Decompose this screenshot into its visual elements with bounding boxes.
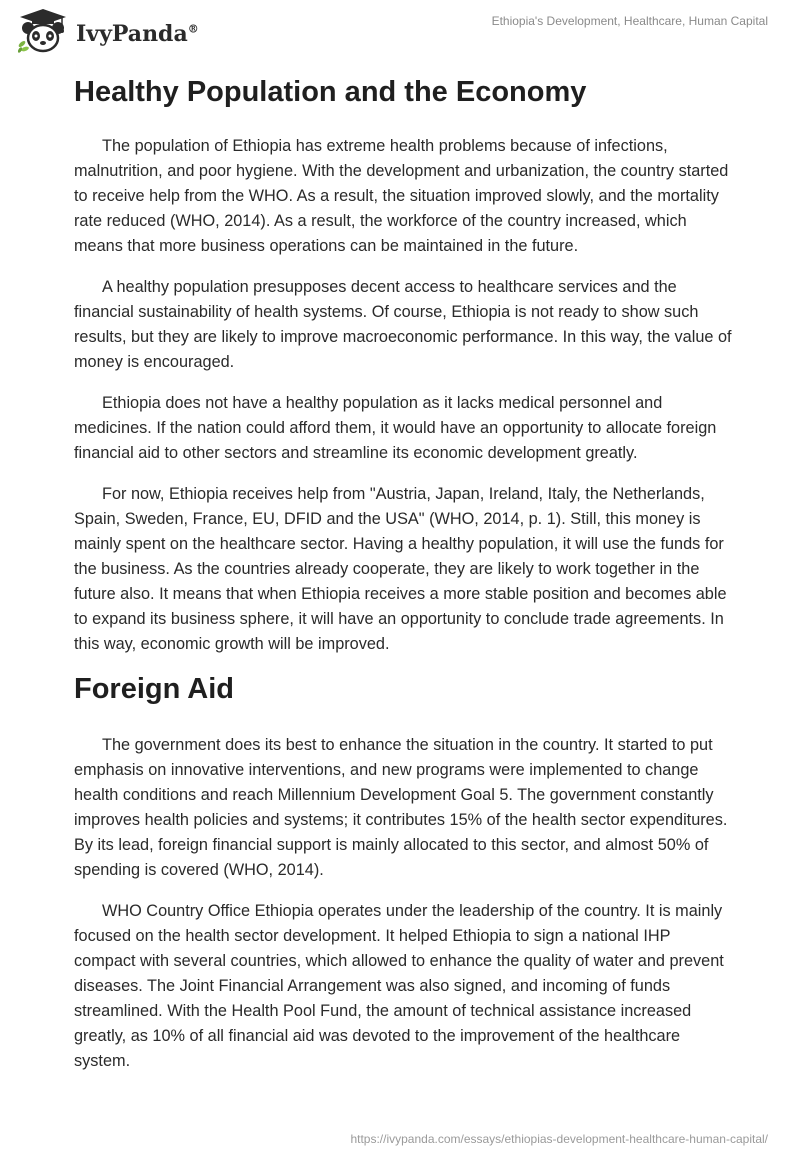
paragraph: The population of Ethiopia has extreme health problems because of infections, malnutrition, and poor hygiene. With the development and urbanization, the country started to receive help from the WHO. As a result, the situation improved slowly, and the mortality rate reduced (WHO, 2014). As a result, the workforce of the country increased, which means that more business operations can be maintained in the future. <box>74 137 729 255</box>
page-header <box>0 0 800 60</box>
paragraph: Ethiopia does not have a healthy population as it lacks medical personnel and medicines. If the nation could afford them, it would have an opportunity to allocate foreign financial aid to other sectors and streamline its economic development greatly. <box>74 394 717 462</box>
article-body <box>74 70 734 1074</box>
paragraph: WHO Country Office Ethiopia operates under the leadership of the country. It is mainly focused on the health sector development. It helped Ethiopia to sign a national IHP compact with several countries, which allowed to enhance the quality of water and prevent diseases. The Joint Financial Arrangement was also signed, and incoming of funds streamlined. With the Health Pool Fund, the amount of technical assistance increased greatly, as 10% of all financial aid was devoted to the improvement of the healthcare system. <box>74 902 724 1070</box>
paragraph: The government does its best to enhance the situation in the country. It started to put emphasis on innovative interventions, and new programs were implemented to change health conditions and reach Millennium Development Goal 5. The government constantly improves health policies and systems; it contributes 15% of the health sector expenditures. By its lead, foreign financial support is mainly allocated to this sector, and almost 50% of spending is covered (WHO, 2014). <box>74 736 728 879</box>
paragraph: For now, Ethiopia receives help from "Austria, Japan, Ireland, Italy, the Netherlands, Spain, Sweden, France, EU, DFID and the USA" (WHO, 2014, p. 1). Still, this money is mainly spent on the healthcare sector. Having a healthy population, it will use the funds for the business. As the countries already cooperate, they are likely to work together in the future also. It means that when Ethiopia receives a more stable position and becomes able to expand its business sphere, it will have an opportunity to conclude trade agreements. In this way, economic growth will be improved. <box>74 485 727 653</box>
source-url-link[interactable]: https://ivypanda.com/essays/ethiopias-development-healthcare-human-capital/ <box>350 1132 768 1146</box>
section-heading-foreign-aid: Foreign Aid <box>74 673 235 705</box>
logo-wordmark: IvyPanda® <box>76 21 199 47</box>
section-heading-healthy-population: Healthy Population and the Economy <box>74 76 587 108</box>
ivypanda-logo[interactable] <box>16 8 199 54</box>
document-title: Ethiopia's Development, Healthcare, Human Capital <box>491 14 768 28</box>
panda-graduate-icon <box>16 8 70 54</box>
paragraph: A healthy population presupposes decent access to healthcare services and the financial sustainability of health systems. Of course, Ethiopia is not ready to show such results, but they are likely to improve macroeconomic performance. In this way, the value of money is encouraged. <box>74 278 732 371</box>
